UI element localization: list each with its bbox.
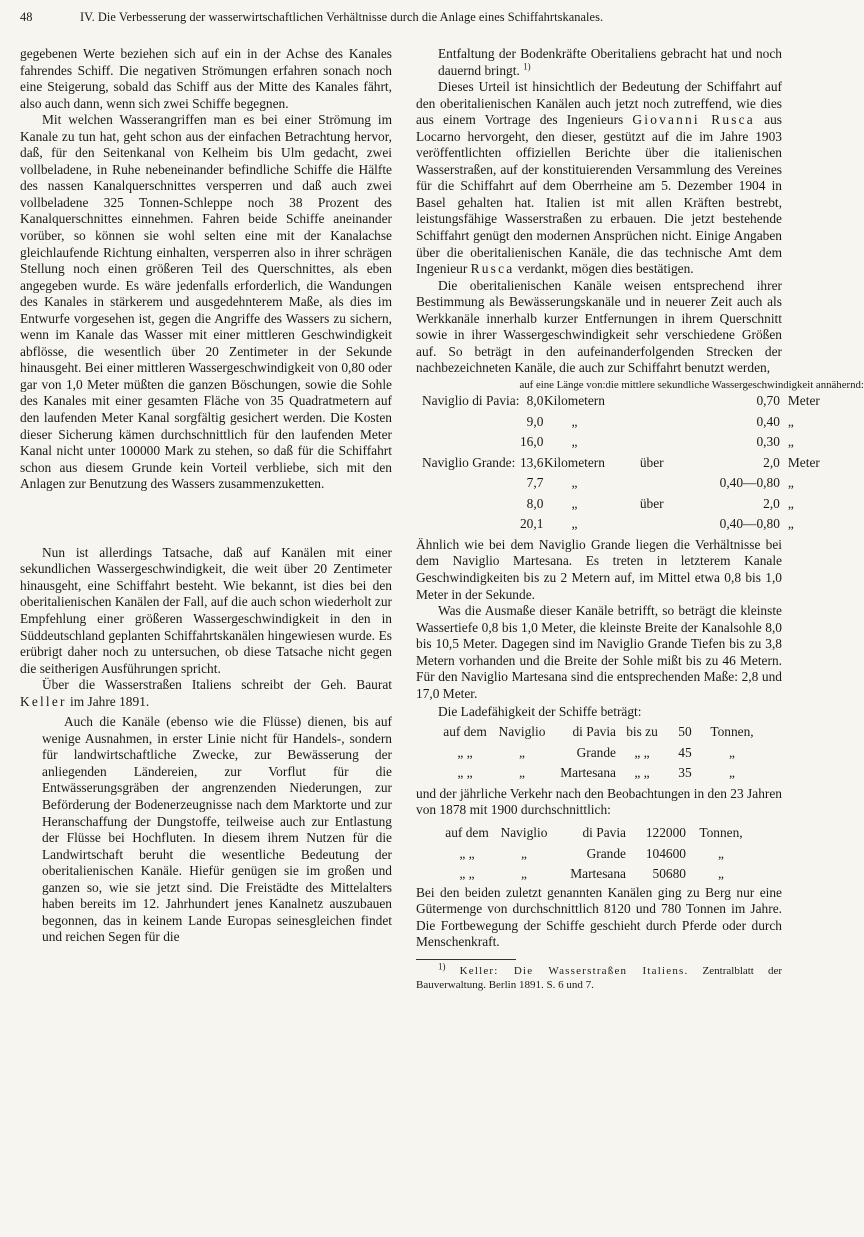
table-row bbox=[438, 743, 762, 764]
paragraph: Die oberitalienischen Kanäle weisen entsprechend ihrer Bestimmung als Bewässerungskanäle und in neuerer Zeit auch als Werkkanäle innerhalb kurzer Entfernungen in ihrem Querschnitt sowie in ihrer Wassergeschwindigkeit sehr verschiedene Größen auf. So beträgt in den aufeinanderfolgenden Strecken der nachbezeichneten Kanäle, die auch zur Schiffahrt benutzt werden, bbox=[416, 277, 782, 376]
length-unit: Kilometern bbox=[543, 393, 605, 409]
running-header bbox=[20, 10, 780, 30]
canal-name bbox=[422, 514, 519, 535]
footnote-divider bbox=[416, 959, 516, 960]
person-name: Giovanni Rusca bbox=[632, 112, 755, 128]
table-row bbox=[422, 412, 864, 433]
canal-name bbox=[422, 494, 519, 515]
speed-value: 0,30 bbox=[756, 434, 780, 450]
table-body bbox=[422, 391, 864, 535]
speed-qualifier bbox=[606, 432, 664, 453]
canal-name: Naviglio Grande: bbox=[422, 454, 516, 470]
footnote-text: Zentralblatt der Bauverwaltung. Berlin 1891. S. 6 und 7. bbox=[416, 964, 783, 991]
speed-value: 2,0 bbox=[763, 454, 780, 470]
table-cell: Grande bbox=[576, 744, 616, 760]
block-quote: Auch die Kanäle (ebenso wie die Flüsse) dienen, bis auf wenige Ausnahmen, in erster Linie nicht für Handels-, sondern für landwirtschaftliche Zwecke, zur Bewässerung der anliegenden Ländereien, zur Vorflut für die Entwässerungsgräben der angrenzenden Niederungen, zur Beförderung der Bodenerzeugnisse nach dem Marktorte und zur Heranschaffung der Dungstoffe, teilweise auch zur Entlastung der Flüsse bei Hochfluten. In diesem ihrem Nutzen für die Landwirtschaft beruht die wesentliche Bedeutung der oberitalienischen Kanäle. Hiefür genügen sie im großen und ganzen so, wie sie jetzt sind. Die Freistädte des Mittelalters haben bereits im 12. Jahrhundert jenes Kanalnetz auszubauen begonnen, das in keinem Lande Europas seinesgleichen findet und reichen Segen für die bbox=[42, 714, 392, 945]
capacity-table bbox=[438, 722, 762, 784]
page-number: 48 bbox=[20, 10, 33, 24]
table-cell: 50680 bbox=[652, 866, 686, 881]
table-cell: Tonnen, bbox=[710, 724, 754, 740]
length-value: 8,0 bbox=[526, 393, 544, 409]
canal-name bbox=[422, 473, 519, 494]
table-cell: „ „ bbox=[457, 765, 473, 781]
paragraph: Die Ladefähigkeit der Schiffe beträgt: bbox=[438, 704, 642, 720]
table-cell: „ „ bbox=[459, 845, 475, 861]
table-row bbox=[438, 763, 762, 784]
table-cell: auf dem bbox=[445, 825, 489, 840]
canal-name: Naviglio di Pavia: bbox=[422, 393, 520, 409]
length-value: 9,0 bbox=[526, 413, 544, 429]
paragraph bbox=[416, 79, 782, 278]
table-cell: Naviglio bbox=[498, 724, 546, 740]
paragraph: gegebenen Werte beziehen sich auf ein in der Achse des Kanales fahrendes Schiff. Die negativen Strömungen erfahren sonach noch eine Steigerung, sobald das Schiff aus der Mitte des Kanales fährt, also auch dann, wenn sich zwei Schiffe begegnen. bbox=[20, 46, 392, 111]
text-run: verdankt, mögen dies bestätigen. bbox=[514, 261, 694, 277]
table-cell: 104600 bbox=[645, 845, 686, 861]
length-unit: „ bbox=[571, 413, 578, 429]
text-run: im Jahre 1891. bbox=[66, 693, 150, 709]
table-cell: Tonnen, bbox=[699, 825, 743, 840]
table-cell: di Pavia bbox=[572, 724, 616, 740]
table-cell: Grande bbox=[586, 845, 626, 861]
table-cell: „ bbox=[521, 845, 527, 861]
speed-value: 0,40—0,80 bbox=[719, 516, 780, 532]
length-unit: „ bbox=[571, 475, 578, 491]
speed-value: 2,0 bbox=[763, 495, 780, 511]
speed-value: 0,40—0,80 bbox=[719, 475, 780, 491]
footnote-citation: Keller: Die Wasserstraßen Italiens. bbox=[459, 964, 689, 977]
table-row bbox=[440, 823, 756, 844]
table-row bbox=[422, 432, 864, 453]
block-quote-continued bbox=[416, 46, 782, 79]
paragraph bbox=[20, 677, 392, 710]
speed-qualifier bbox=[606, 473, 664, 494]
text-run: Entfaltung der Bodenkräfte Oberitaliens gebracht hat und noch dauernd bringt. bbox=[438, 46, 782, 78]
table-cell: 45 bbox=[678, 744, 692, 760]
table-cell: 35 bbox=[678, 765, 692, 781]
table-row bbox=[422, 473, 864, 494]
paragraph: Ähnlich wie bei dem Naviglio Grande liegen die Verhältnisse bei dem Naviglio Martesana. Es treten in letzterem Kanale Geschwindigkeiten bis zu 2 Metern auf, im Mittel etwa 0,8 bis 1,0 Meter in der Sekunde. bbox=[416, 536, 782, 602]
table-header-cell bbox=[422, 379, 519, 392]
table-cell: Martesana bbox=[560, 765, 616, 781]
table-cell: „ bbox=[729, 744, 735, 760]
table-cell: „ bbox=[519, 765, 525, 781]
running-title: IV. Die Verbesserung der wasserwirtschaftlichen Verhältnisse durch die Anlage eines Schiffahrtskanales. bbox=[80, 10, 604, 24]
speed-qualifier bbox=[606, 412, 664, 433]
length-value: 20,1 bbox=[519, 516, 544, 532]
speed-value: 0,40 bbox=[756, 413, 780, 429]
text-run: Über die Wasserstraßen Italiens schreibt der Geh. Baurat bbox=[42, 677, 392, 693]
length-value: 7,7 bbox=[526, 475, 544, 491]
table-header-row bbox=[422, 379, 864, 392]
table-cell: bis zu bbox=[626, 724, 658, 740]
person-name: Rusca bbox=[470, 261, 515, 277]
table-cell: auf dem bbox=[443, 724, 487, 740]
table-cell: „ „ bbox=[634, 744, 650, 760]
table-header-length: auf eine Länge von: bbox=[519, 378, 606, 391]
table-row bbox=[422, 391, 864, 412]
footnote bbox=[416, 961, 783, 992]
table-row bbox=[440, 864, 756, 885]
table-body bbox=[440, 823, 756, 885]
traffic-table bbox=[440, 823, 756, 885]
speed-qualifier: über bbox=[639, 495, 664, 511]
footnote-reference[interactable]: 1) bbox=[523, 61, 531, 72]
table-cell: 50 bbox=[678, 724, 692, 740]
speed-qualifier: über bbox=[639, 454, 664, 470]
footnote-mark: 1) bbox=[438, 961, 446, 972]
table-cell: 122000 bbox=[645, 825, 686, 840]
speed-unit: „ bbox=[787, 475, 794, 491]
table-cell: Naviglio bbox=[500, 825, 548, 840]
speed-unit: „ bbox=[787, 516, 794, 532]
table-cell: „ „ bbox=[459, 866, 475, 881]
table-header-speed: die mittlere sekundliche Wassergeschwindigkeit annähernd: bbox=[605, 378, 864, 391]
table-cell: „ bbox=[729, 765, 735, 781]
table-cell: „ bbox=[519, 744, 525, 760]
velocity-table bbox=[422, 379, 864, 535]
table-row bbox=[438, 722, 762, 743]
length-unit: „ bbox=[571, 516, 578, 532]
section-gap bbox=[20, 493, 392, 545]
table-row bbox=[422, 453, 864, 474]
table-body bbox=[438, 722, 762, 784]
paragraph: und der jährliche Verkehr nach den Beobachtungen in den 23 Jahren von 1878 mit 1900 durchschnittlich: bbox=[416, 785, 782, 818]
table-row bbox=[440, 844, 756, 865]
table-cell: „ „ bbox=[634, 765, 650, 781]
table-cell: „ bbox=[521, 866, 527, 881]
speed-value: 0,70 bbox=[756, 393, 780, 409]
table-cell: „ bbox=[718, 866, 724, 881]
table-cell: Martesana bbox=[570, 866, 626, 881]
paragraph: Mit welchen Wasserangriffen man es bei einer Strömung im Kanale zu tun hat, geht schon aus der einfachen Betrachtung hervor, daß, für den Seitenkanal von Kelheim bis Ulm gedacht, zwei vollbeladene, in Ruhe nebeneinander befindliche Schiffe die Hälfte des nassen Kanalquerschnittes versperren und daß auch zwei vollbeladene 325 Tonnen-Schleppe noch 38 Prozent des Kanalquerschnittes einnehmen. Fahren beide Schiffe aneinander vorüber, so können sie wohl selten eine mit der Kanalachse gleichlaufende Richtung einhalten, versperren also in ihrer schrägen Stellung noch einen größeren Teil des Querschnittes, als eben angegeben wurde. Es wäre jedenfalls erforderlich, die Wandungen des Kanales in stärkerem und ausgedehnterem Maße, als dies im Entwurfe vorgesehen ist, gegen die Angriffe des Wassers zu sichern, wenn im Kanale das Wasser mit einer mittleren Geschwindigkeit abflösse, die wesentlich über 20 Zentimeter in der Sekunde hinausgeht. Bei einer mittleren Wassergeschwindigkeit von 0,80 oder gar von 1,0 Meter müßten die ganzen Böschungen, sowie die Sohle des Kanales mit einer gesamten Fläche von 35 Quadratmetern auf den laufenden Meter Kanal sorgfältig gesichert werden. Die Kosten dieser Sicherung kämen durchschnittlich für den laufenden Meter Kanal nicht unter 100000 Mark zu stehen, so daß für die Schiffahrt schon aus diesem Grunde kein Vorteil verbliebe, sich mit den Anlagen zur Benutzung des Wassers zusammenzuketten. bbox=[20, 112, 392, 492]
length-value: 16,0 bbox=[519, 434, 544, 450]
paragraph: Was die Ausmaße dieser Kanäle betrifft, so beträgt die kleinste Wassertiefe 0,8 bis 1,0 Meter, die kleinste Breite der Kanalsohle 8,0 bis 10,5 Meter. Dagegen sind im Naviglio Grande Tiefen bis zu 3,8 Metern vorhanden und die Breite der Sohle mißt bis zu 46 Metern. Für den Naviglio Martesana sind die entsprechenden Maße: 2,8 und 17,0 Meter. bbox=[416, 603, 782, 701]
paragraph: Nun ist allerdings Tatsache, daß auf Kanälen mit einer sekundlichen Wassergeschwindigkeit, die weit über 20 Zentimeter hinausgeht, eine Schiffahrt besteht. Wie bekannt, ist dies bei den oberitalienischen Kanälen der Fall, auf die auch schon wiederholt zur Empfehlung einer größeren Wassergeschwindigkeit in den in Süddeutschland geplanten Schiffahrtskanälen hingewiesen wurde. Es erübrigt daher noch zu untersuchen, ob diese Tatsache nicht gegen die seitherigen Ausführungen spricht. bbox=[20, 544, 392, 676]
length-unit: „ bbox=[571, 434, 578, 450]
length-unit: „ bbox=[571, 495, 578, 511]
canal-name bbox=[422, 432, 519, 453]
paragraph: Bei den beiden zuletzt genannten Kanälen ging zu Berg nur eine Gütermenge von durchschnittlich 8120 und 780 Tonnen im Jahre. Die Fortbewegung der Schiffe geschieht durch Pferde oder durch Menschenkraft. bbox=[416, 884, 782, 950]
speed-unit: „ bbox=[787, 413, 794, 429]
speed-qualifier bbox=[606, 514, 664, 535]
canal-name bbox=[422, 412, 519, 433]
speed-unit: Meter bbox=[787, 393, 820, 409]
table-cell: di Pavia bbox=[582, 825, 626, 840]
speed-unit: „ bbox=[787, 434, 794, 450]
table-cell: „ bbox=[718, 845, 724, 861]
text-run: Dieses Urteil ist hinsichtlich der Bedeutung der Schiffahrt auf den oberitalienischen Kanälen auch jetzt noch zutreffend, wie dies aus einem Vortrage des Ingenieurs bbox=[416, 79, 782, 128]
speed-qualifier bbox=[606, 391, 664, 412]
speed-unit: „ bbox=[787, 495, 794, 511]
table-cell: „ „ bbox=[457, 744, 473, 760]
speed-unit: Meter bbox=[787, 454, 820, 470]
left-column bbox=[20, 46, 392, 946]
text-run: aus Locarno hervorgeht, den dieser, gestützt auf die im Jahre 1903 veröffentlichten offiziellen Berichte über die italienischen Wasserstraßen, auf der konstituierenden Versammlung des Vereines für die Schiffahrt auf dem Oberrheine am 5. Dezember 1904 in Basel gehalten hat. Italien ist mit allen Kräften bestrebt, leistungsfähige Wasserstraßen zu erbauen. Die jetzt bestehende Schiffahrt genügt den modernen Ansprüchen nicht. Einige Angaben über die oberitalienischen Kanäle, die das technische Amt dem Ingenieur bbox=[416, 112, 782, 277]
table-row bbox=[422, 494, 864, 515]
table-row bbox=[422, 514, 864, 535]
right-column bbox=[416, 46, 864, 992]
author-name: Keller bbox=[20, 693, 67, 709]
length-unit: Kilometern bbox=[543, 454, 605, 470]
length-value: 13,6 bbox=[519, 454, 544, 470]
length-value: 8,0 bbox=[526, 495, 544, 511]
